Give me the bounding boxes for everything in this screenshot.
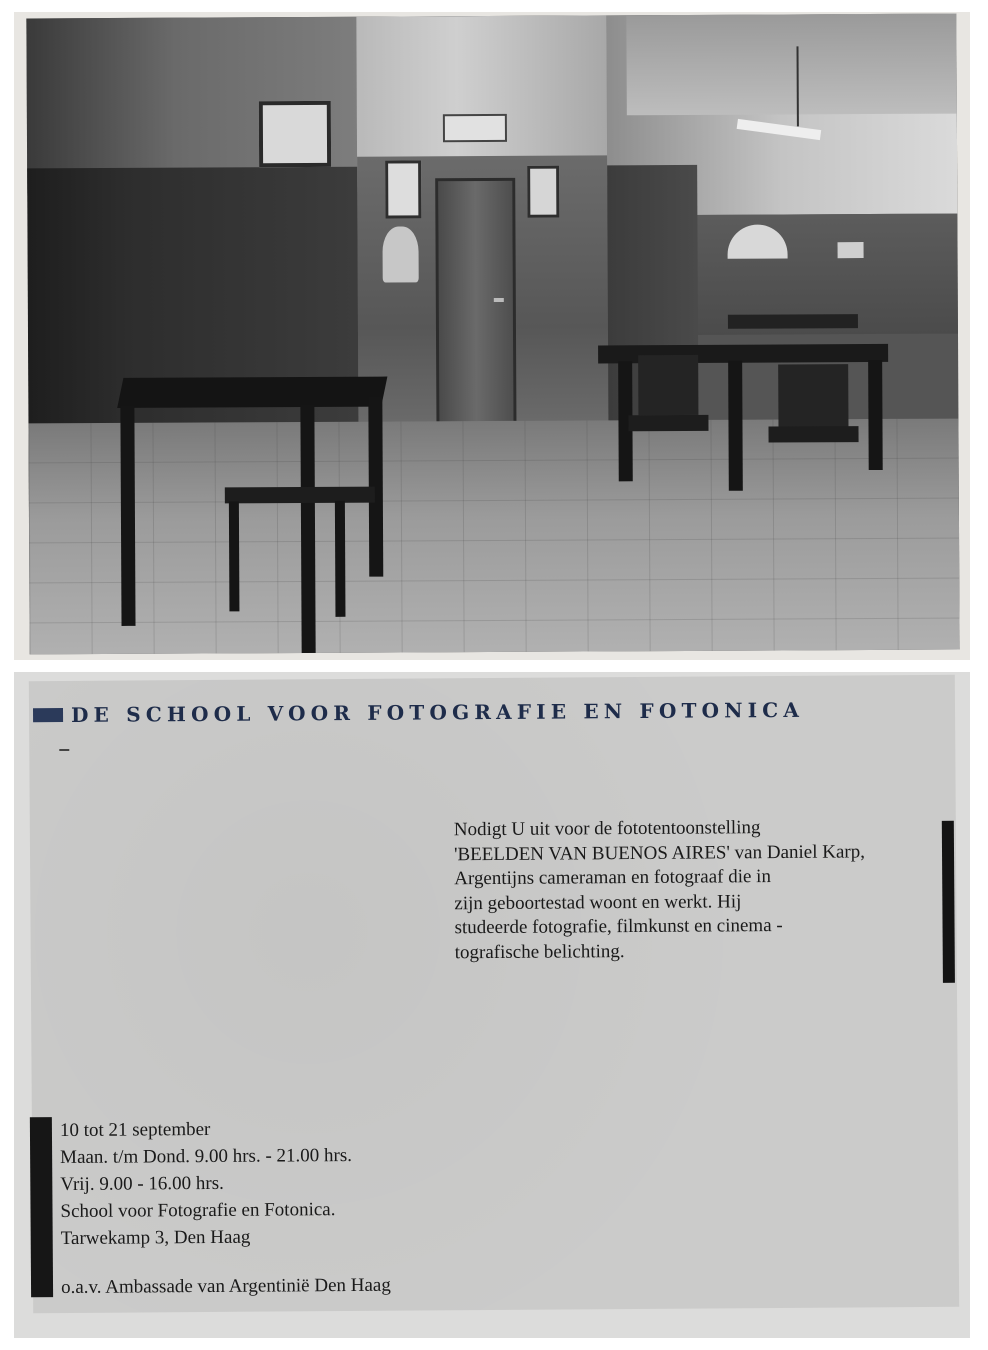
chair-back bbox=[638, 355, 698, 415]
header-mark bbox=[33, 708, 63, 722]
door bbox=[435, 178, 516, 429]
description-line: Argentijns cameraman en fotograaf die in bbox=[454, 866, 771, 890]
wall-poster bbox=[382, 226, 418, 282]
description-bar bbox=[942, 821, 955, 983]
invitation bbox=[29, 675, 959, 1313]
description-line: zijn geboortestad woont en werkt. Hij bbox=[454, 890, 742, 914]
back-sign bbox=[838, 242, 864, 258]
info-hours-weekday: Maan. t/m Dond. 9.00 hrs. - 21.00 hrs. bbox=[60, 1144, 353, 1169]
chair-leg bbox=[229, 501, 240, 611]
wall-frame bbox=[259, 101, 331, 167]
invitation-card bbox=[14, 672, 970, 1338]
wall-heater bbox=[443, 114, 507, 142]
ceiling bbox=[626, 14, 957, 116]
corner-pillar bbox=[356, 15, 607, 166]
floor-tiles bbox=[28, 419, 959, 655]
cafe-interior-photo bbox=[26, 14, 959, 655]
table-front bbox=[117, 377, 387, 408]
chair-leg bbox=[335, 501, 346, 617]
description-line: tografische belichting. bbox=[454, 940, 625, 963]
header-title: DE SCHOOL VOOR FOTOGRAFIE EN FOTONICA bbox=[70, 697, 805, 727]
info-address: Tarwekamp 3, Den Haag bbox=[60, 1226, 251, 1250]
door-handle bbox=[494, 298, 504, 302]
info-venue: School voor Fotografie en Fotonica. bbox=[60, 1199, 336, 1223]
description-line: Nodigt U uit voor de fototentoonstelling bbox=[453, 817, 761, 841]
chair-seat bbox=[768, 426, 858, 442]
table-leg bbox=[868, 360, 883, 470]
invitation-header bbox=[33, 698, 804, 727]
description-line: studeerde fotografie, filmkunst en cinema - bbox=[454, 914, 783, 939]
wall-sign-right bbox=[527, 166, 559, 218]
chair-seat bbox=[628, 415, 708, 431]
info-dates: 10 tot 21 september bbox=[59, 1118, 211, 1142]
photo-card bbox=[14, 12, 970, 660]
table-leg bbox=[728, 361, 743, 491]
header-dash bbox=[59, 749, 69, 751]
lamp-rod bbox=[796, 46, 798, 126]
sponsor-line: o.a.v. Ambassade van Argentinië Den Haag bbox=[60, 1274, 391, 1299]
exhibition-info bbox=[60, 1114, 521, 1252]
description-line: 'BEELDEN VAN BUENOS AIRES' van Daniel Karp, bbox=[453, 840, 866, 865]
table-far bbox=[728, 314, 858, 329]
chair-back bbox=[778, 364, 848, 428]
wall-sign-left bbox=[385, 160, 421, 218]
exhibition-description bbox=[454, 815, 935, 965]
info-bar bbox=[30, 1117, 53, 1297]
chair-seat bbox=[225, 487, 375, 504]
info-hours-friday: Vrij. 9.00 - 16.00 hrs. bbox=[60, 1172, 224, 1196]
table-leg bbox=[120, 406, 135, 626]
table-leg bbox=[300, 405, 315, 654]
